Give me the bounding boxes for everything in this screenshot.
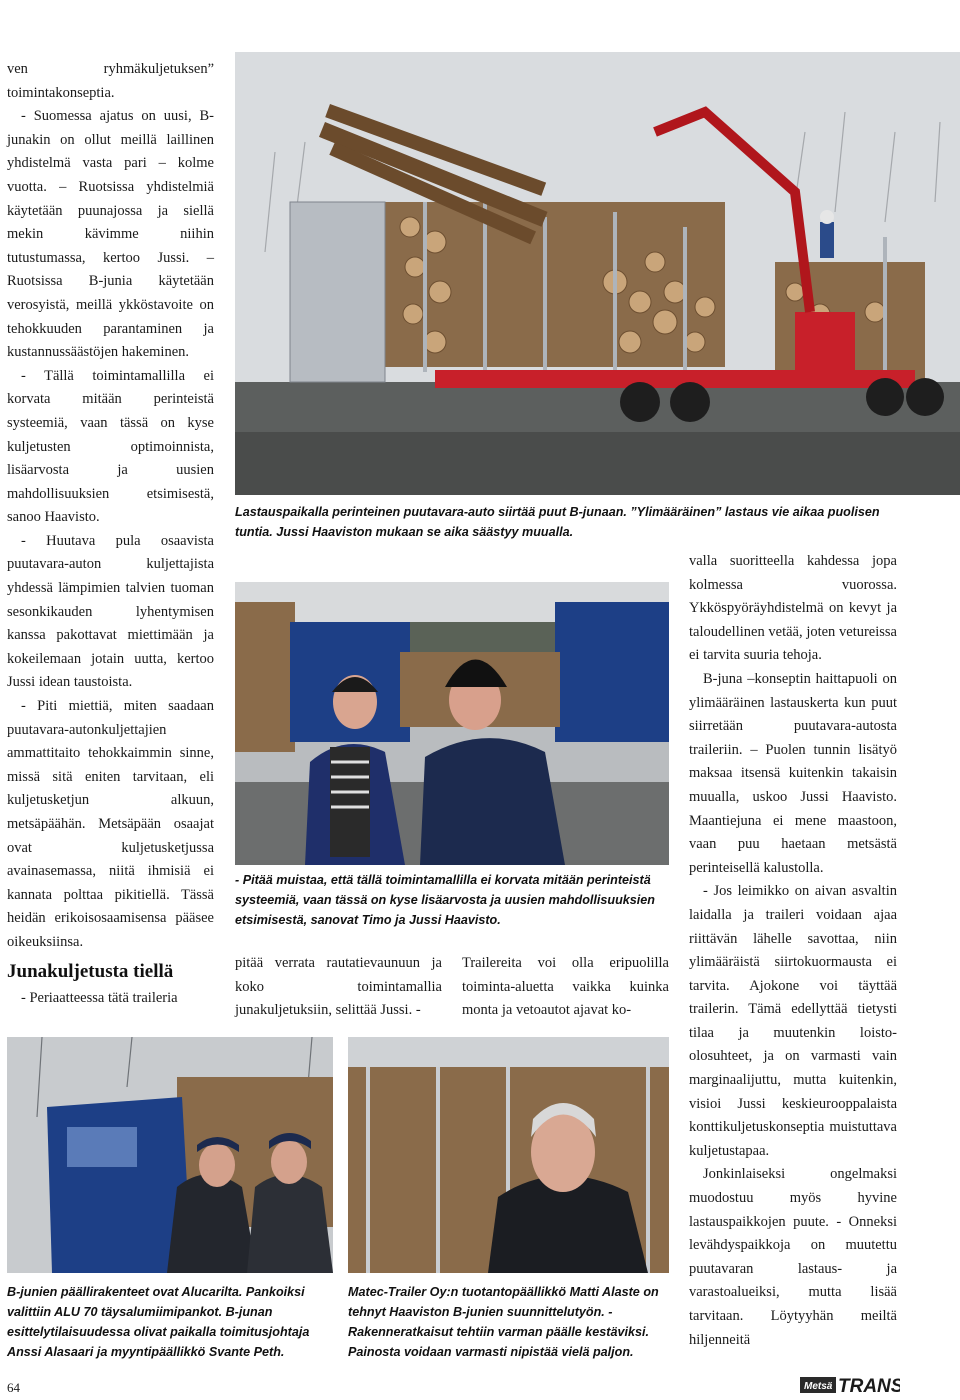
left-paragraph-1: ven ryhmäkuljetuksen” toimintakonseptia. bbox=[7, 61, 214, 101]
brand-logo-icon bbox=[800, 1373, 900, 1395]
top-photo-caption: Lastauspaikalla perinteinen puutavara-auto siirtää puut B-junaan. ”Ylimääräinen” lastaus vie aikaa puolisen tuntia. Jussi Haaviston mukaan se aika säästyy muualla. bbox=[235, 505, 880, 539]
middle-paragraph-b: Trailereita voi olla eripuolilla toiminta-aluetta vaikka kuinka monta ja vetoautot ajavat ko- bbox=[462, 955, 669, 1019]
man-portrait-photo bbox=[348, 1037, 669, 1273]
subheading: Junakuljetusta tiellä bbox=[7, 960, 174, 982]
right-paragraph-1: valla suoritteella kahdessa jopa kolmessa vuorossa. Ykköspyöräyhdistelmä on kevyt ja taloudellinen vetää, joten vetureissa ei tarvita suuria tehoja. bbox=[689, 553, 897, 664]
left-paragraph-5: - Piti miettiä, miten saadaan puutavara-autonkuljettajien ammattitaito tehokkaimmin sinne, missä sitä eniten tarvitaan, eli kuljetusketjun alkuun, metsäpäähän. Metsäpään osaajat ovat kuljetusketjussa avainasemassa, niitä ihmisiä ei kannata polttaa pikitiellä. Tässä heidän erikoisosaamisensa pääsee oikeuksiinsa. bbox=[7, 698, 214, 950]
brand-large: TRANS bbox=[838, 1376, 900, 1395]
middle-paragraph-a: pitää verrata rautatievaunuun ja koko toimintamallia junakuljetuksiin, selittää Jussi. - bbox=[235, 955, 442, 1019]
middle-text-a bbox=[235, 952, 442, 1023]
left-column bbox=[7, 58, 214, 1010]
bottom-right-caption: Matec-Trailer Oy:n tuotantopäällikkö Matti Alaste on tehnyt Haaviston B-junien suunnittelutyön. - Rakenneratkaisut tehtiin varman päälle kestäviksi. Painosta voidaan varmasti nipistää vielä paljon. bbox=[348, 1285, 659, 1359]
bottom-left-caption: B-junien päällirakenteet ovat Alucarilta. Pankoiksi valittiin ALU 70 täysalumiimipankot. B-junan esittelytilaisuudessa olivat paikalla toimitusjohtaja Anssi Alasaari ja myyntipäällikkö Svante Peth. bbox=[7, 1285, 310, 1359]
top-photo bbox=[235, 52, 960, 495]
magazine-logo bbox=[800, 1373, 900, 1395]
blue-truck-two-men-photo bbox=[7, 1037, 333, 1273]
two-men-trucks-photo bbox=[235, 582, 669, 865]
left-paragraph-2: - Suomessa ajatus on uusi, B-junakin on ollut meillä laillinen yhdistelmä vasta pari – kolme vuotta. – Ruotsissa yhdistelmiä käytetään puunajossa ja siellä mekin kävimme niihin tutustumassa, kertoo Jussi. – Ruotsissa B-junia käytetään verosyistä, meillä ykköstavoite on tehokkuuden parantaminen ja kustannussäästöjen hakeminen. bbox=[7, 108, 214, 361]
bottom-right-photo bbox=[348, 1037, 669, 1273]
right-paragraph-3: - Jos leimikko on aivan asvaltin laidalla ja traileri voidaan ajaa riittävän lähelle savottaa, niin ylimääräistä siirtokuormausta ei tarvita. Ajokone voi täyttää trailerin. Tämä edellyttää tietysti tilaa ja muutenkin loisto-olosuhteet, ja on varmasti vain marginaalijuttu, mutta kuitenkin, visioi Jussi keskieurooppalaista konttikuljetuskonseptia muistuttava kuljetustapaa. bbox=[689, 883, 897, 1159]
middle-photo-caption: - Pitää muistaa, että tällä toimintamallilla ei korvata mitään perinteistä systeemiä, vaan tässä on kyse lisäarvosta ja uusien mahdollisuuksien etsimisestä, sanovat Timo ja Jussi Haavisto. bbox=[235, 873, 655, 927]
left-paragraph-6: - Periaatteessa tätä traileria bbox=[21, 989, 178, 1006]
brand-small: Metsä bbox=[804, 1381, 833, 1392]
middle-photo bbox=[235, 582, 669, 865]
log-truck-crane-photo bbox=[235, 52, 960, 495]
left-paragraph-4: - Huutava pula osaavista puutavara-auton kuljettajista yhdessä lämpimien talvien tuoman sesonkikauden lyhentymisen kanssa pakottavat miettimään ja kokeilemaan jotain uutta, kertoo Jussi idean taustoista. bbox=[7, 532, 214, 691]
right-paragraph-2: B-juna –konseptin haittapuoli on ylimääräinen lastauskerta kun puut siirretään puutavara-autosta traileriin. – Puolen tunnin lisätyö maksaa itsensä kuitenkin takaisin muualla, uskoo Jussi Haavisto. Maantiejuna ei mene maastoon, vaan puu haetaan metsästä perinteisellä kalustolla. bbox=[689, 670, 897, 876]
bottom-left-photo bbox=[7, 1037, 333, 1273]
right-column bbox=[689, 550, 897, 1352]
left-paragraph-3: - Tällä toimintamallilla ei korvata mitään perinteistä systeemiä, vaan tässä on kyse kuljetusten optimoinnista, lisäarvosta ja uusien mahdollisuuksien etsimisestä, sanoo Haavisto. bbox=[7, 367, 214, 526]
middle-text-b bbox=[462, 952, 669, 1023]
right-paragraph-4: Jonkinlaiseksi ongelmaksi muodostuu myös hyvine lastauspaikkojen puute. - Onneksi levähdyspaikkoja on muutettu puutavaran lastaus- ja varastoalueiksi, mutta lisää tarvitaan. Löytyyhän meiltä hiljenneitä bbox=[689, 1166, 897, 1348]
page-number: 64 bbox=[7, 1380, 20, 1395]
